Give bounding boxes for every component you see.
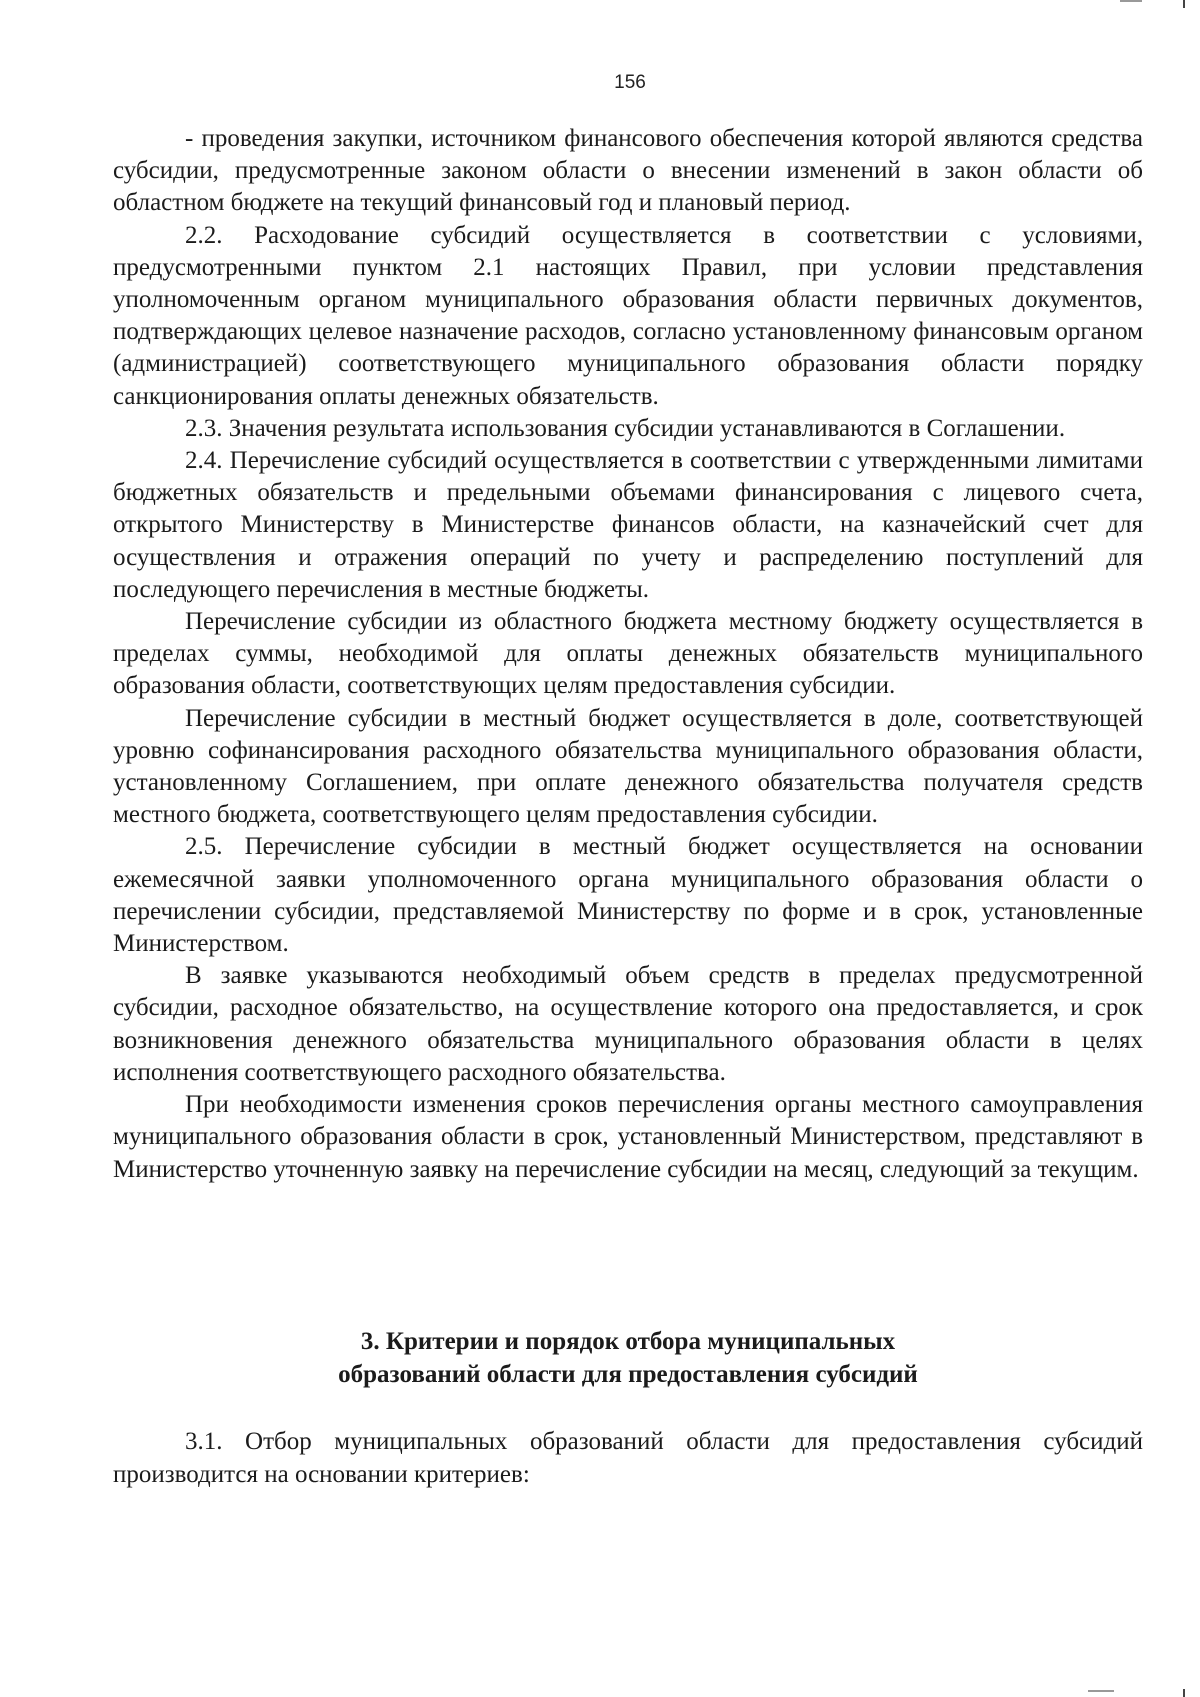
paragraph: В заявке указываются необходимый объем средств в пределах предусмотренной субсидии, расходное обязательство, на осуществление которого она предоставляется, и срок возникновения денежного обязательства муниципального образования области в целях исполнения соответствующего расходного обязательства. <box>113 962 1143 1086</box>
paragraph: 2.2. Расходование субсидий осуществляется в соответствии с условиями, предусмотренными пунктом 2.1 настоящих Правил, при условии представления уполномоченным органом муниципального образования области первичных документов, подтверждающих целевое назначение расходов, согласно установленному финансовым органом (администрацией) соответствующего муниципального образования области порядку санкционирования оплаты денежных обязательств. <box>113 221 1143 410</box>
paragraph: 2.4. Перечисление субсидий осуществляется в соответствии с утвержденными лимитами бюджетных обязательств и предельными объемами финансирования с лицевого счета, открытого Министерству в Министерстве финансов области, на казначейский счет для осуществления и отражения операций по учету и распределению поступлений для последующего перечисления в местные бюджеты. <box>113 447 1143 603</box>
scan-edge-mark <box>1088 1690 1114 1692</box>
paragraph: - проведения закупки, источником финансового обеспечения которой являются средства субсидии, предусмотренные законом области о внесении изменений в закон области об областном бюджете на текущий финансовый год и плановый период. <box>113 125 1143 217</box>
scan-edge-mark <box>1183 1689 1185 1697</box>
paragraph: 2.3. Значения результата использования субсидии устанавливаются в Соглашении. <box>185 414 1066 442</box>
paragraph: При необходимости изменения сроков перечисления органы местного самоуправления муниципального образования области в срок, установленный Министерством, представляют в Министерство уточненную заявку на перечисление субсидии на месяц, следующий за текущим. <box>113 1091 1143 1183</box>
paragraph: Перечисление субсидии в местный бюджет осуществляется в доле, соответствующей уровню софинансирования расходного обязательства муниципального образования области, установленному Соглашением, при оплате денежного обязательства получателя средств местного бюджета, соответствующего целям предоставления субсидии. <box>113 704 1143 829</box>
paragraph: 3.1. Отбор муниципальных образований области для предоставления субсидий производится на основании критериев: <box>113 1428 1143 1488</box>
scan-edge-mark <box>1183 0 1185 8</box>
section-heading <box>113 1325 1143 1391</box>
section-heading-line: образований области для предоставления субсидий <box>338 1361 918 1388</box>
paragraph: 2.5. Перечисление субсидии в местный бюджет осуществляется на основании ежемесячной заявки уполномоченного органа муниципального образования области о перечислении субсидии, представляемой Министерству по форме и в срок, установленные Министерством. <box>113 833 1143 958</box>
section-text <box>113 1425 1143 1491</box>
scan-edge-mark <box>1120 0 1142 2</box>
paragraph: Перечисление субсидии из областного бюджета местному бюджету осуществляется в пределах суммы, необходимой для оплаты денежных обязательств муниципального образования области, соответствующих целям предоставления субсидии. <box>113 608 1143 700</box>
section-heading-line: 3. Критерии и порядок отбора муниципальных <box>360 1328 896 1355</box>
body-text <box>113 123 1143 1186</box>
page-number: 156 <box>614 72 646 93</box>
